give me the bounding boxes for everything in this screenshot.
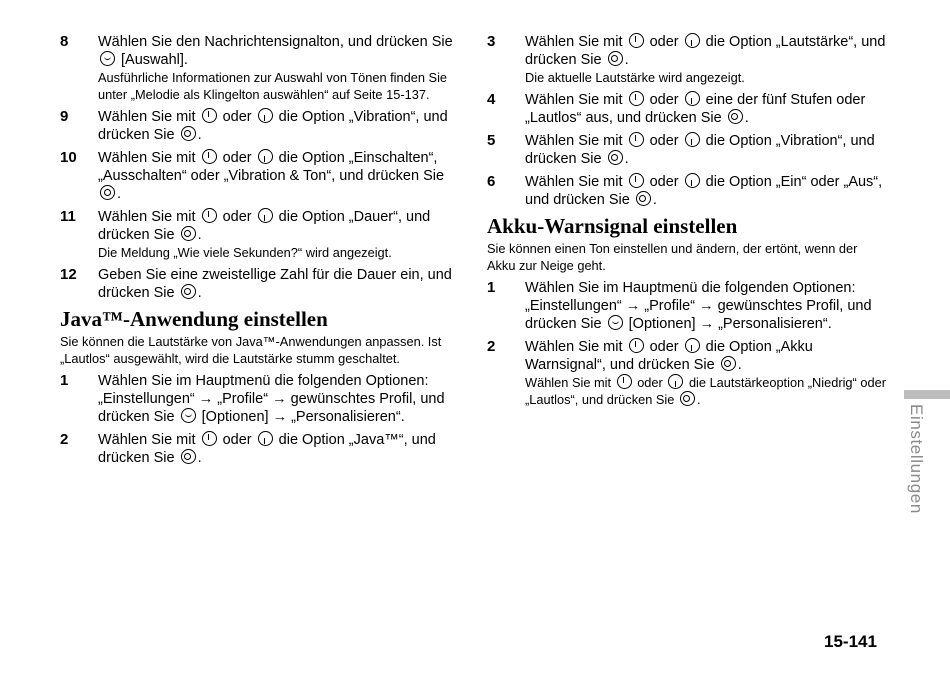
center-select-key-icon [100, 185, 115, 200]
step-9 [60, 108, 460, 144]
navigation-up-key-icon [202, 208, 217, 223]
step-number: 1 [60, 372, 69, 389]
step-text: Wählen Sie den Nachrichtensignalton, und drücken Sie [Auswahl]. [98, 34, 453, 68]
step-8 [60, 33, 460, 103]
step-note: Die aktuelle Lautstärke wird angezeigt. [525, 70, 745, 85]
center-select-key-icon [728, 109, 743, 124]
center-select-key-icon [181, 126, 196, 141]
step-2-java [60, 431, 460, 467]
step-text: Geben Sie eine zweistellige Zahl für die Dauer ein, und drücken Sie . [98, 267, 452, 301]
navigation-down-key-icon [258, 431, 273, 446]
navigation-up-key-icon [202, 108, 217, 123]
center-select-key-icon [608, 150, 623, 165]
center-select-key-icon [181, 284, 196, 299]
section-intro-akku: Sie können einen Ton einstellen und ändern, der ertönt, wenn der Akku zur Neige geht. [487, 241, 858, 273]
step-1-akku [487, 279, 887, 333]
navigation-down-key-icon [685, 91, 700, 106]
soft-key-icon [181, 408, 196, 423]
step-number: 8 [60, 33, 69, 50]
step-text: Wählen Sie im Hauptmenü die folgenden Optionen: „Einstellungen“ → „Profile“ → gewünschtes Profil, und drücken Sie [Optionen] → „Personalisieren“. [525, 280, 872, 332]
step-4 [487, 91, 887, 127]
step-note: Wählen Sie mit oder die Lautstärkeoption „Niedrig“ oder „Lautlos“, und drücken Sie . [525, 375, 886, 407]
navigation-up-key-icon [629, 173, 644, 188]
step-number: 9 [60, 108, 69, 125]
step-note: Die Meldung „Wie viele Sekunden?“ wird angezeigt. [98, 245, 392, 260]
step-number: 4 [487, 91, 496, 108]
right-column [487, 33, 887, 413]
step-text: Wählen Sie mit oder die Option „Einschalten“, „Ausschalten“ oder „Vibration & Ton“, und drücken Sie . [98, 150, 445, 202]
navigation-down-key-icon [685, 173, 700, 188]
navigation-down-key-icon [258, 208, 273, 223]
step-3 [487, 33, 887, 86]
step-number: 3 [487, 33, 496, 50]
step-number: 11 [60, 208, 76, 225]
left-column [60, 33, 460, 472]
navigation-down-key-icon [668, 374, 683, 389]
step-text: Wählen Sie im Hauptmenü die folgenden Optionen: „Einstellungen“ → „Profile“ → gewünschtes Profil, und drücken Sie [Optionen] → „Personalisieren“. [98, 373, 445, 425]
step-text: Wählen Sie mit oder die Option „Java™“, und drücken Sie . [98, 432, 436, 466]
step-text: Wählen Sie mit oder die Option „Dauer“, und drücken Sie . [98, 209, 431, 243]
navigation-up-key-icon [629, 338, 644, 353]
step-1-java [60, 372, 460, 426]
soft-key-icon [100, 51, 115, 66]
step-number: 12 [60, 266, 77, 283]
soft-key-icon [608, 315, 623, 330]
navigation-up-key-icon [202, 431, 217, 446]
section-heading-akku: Akku-Warnsignal einstellen [487, 214, 738, 238]
navigation-down-key-icon [685, 33, 700, 48]
step-12 [60, 266, 460, 302]
navigation-down-key-icon [258, 108, 273, 123]
step-number: 6 [487, 173, 496, 190]
step-number: 5 [487, 132, 496, 149]
navigation-down-key-icon [258, 149, 273, 164]
step-number: 10 [60, 149, 77, 166]
section-intro-java: Sie können die Lautstärke von Java™-Anwendungen anpassen. Ist „Lautlos“ ausgewählt, wird die Lautstärke stumm geschaltet. [60, 334, 442, 366]
page-number: 15-141 [824, 632, 877, 651]
step-number: 2 [60, 431, 69, 448]
center-select-key-icon [680, 391, 695, 406]
step-text: Wählen Sie mit oder eine der fünf Stufen oder „Lautlos“ aus, und drücken Sie . [525, 92, 866, 126]
navigation-down-key-icon [685, 132, 700, 147]
navigation-up-key-icon [629, 132, 644, 147]
step-number: 1 [487, 279, 496, 296]
center-select-key-icon [608, 51, 623, 66]
step-number: 2 [487, 338, 496, 355]
center-select-key-icon [721, 356, 736, 371]
center-select-key-icon [181, 226, 196, 241]
navigation-up-key-icon [202, 149, 217, 164]
step-6 [487, 173, 887, 209]
step-text: Wählen Sie mit oder die Option „Vibration“, und drücken Sie . [98, 109, 448, 143]
navigation-up-key-icon [629, 33, 644, 48]
step-text: Wählen Sie mit oder die Option „Vibration“, und drücken Sie . [525, 133, 875, 167]
step-11 [60, 208, 460, 261]
step-text: Wählen Sie mit oder die Option „Ein“ oder „Aus“, und drücken Sie . [525, 174, 883, 208]
navigation-up-key-icon [629, 91, 644, 106]
step-2-akku [487, 338, 887, 408]
step-text: Wählen Sie mit oder die Option „Akku Warnsignal“, und drücken Sie . [525, 339, 813, 373]
step-5 [487, 132, 887, 168]
step-text: Wählen Sie mit oder die Option „Lautstärke“, und drücken Sie . [525, 34, 886, 68]
center-select-key-icon [636, 191, 651, 206]
navigation-up-key-icon [617, 374, 632, 389]
center-select-key-icon [181, 449, 196, 464]
side-tab-bar [904, 390, 950, 399]
section-heading-java: Java™-Anwendung einstellen [60, 307, 328, 331]
side-tab-label: Einstellungen [907, 404, 926, 514]
step-note: Ausführliche Informationen zur Auswahl von Tönen finden Sie unter „Melodie als Klingelton auswählen“ auf Seite 15-137. [98, 70, 448, 102]
step-10 [60, 149, 460, 203]
navigation-down-key-icon [685, 338, 700, 353]
